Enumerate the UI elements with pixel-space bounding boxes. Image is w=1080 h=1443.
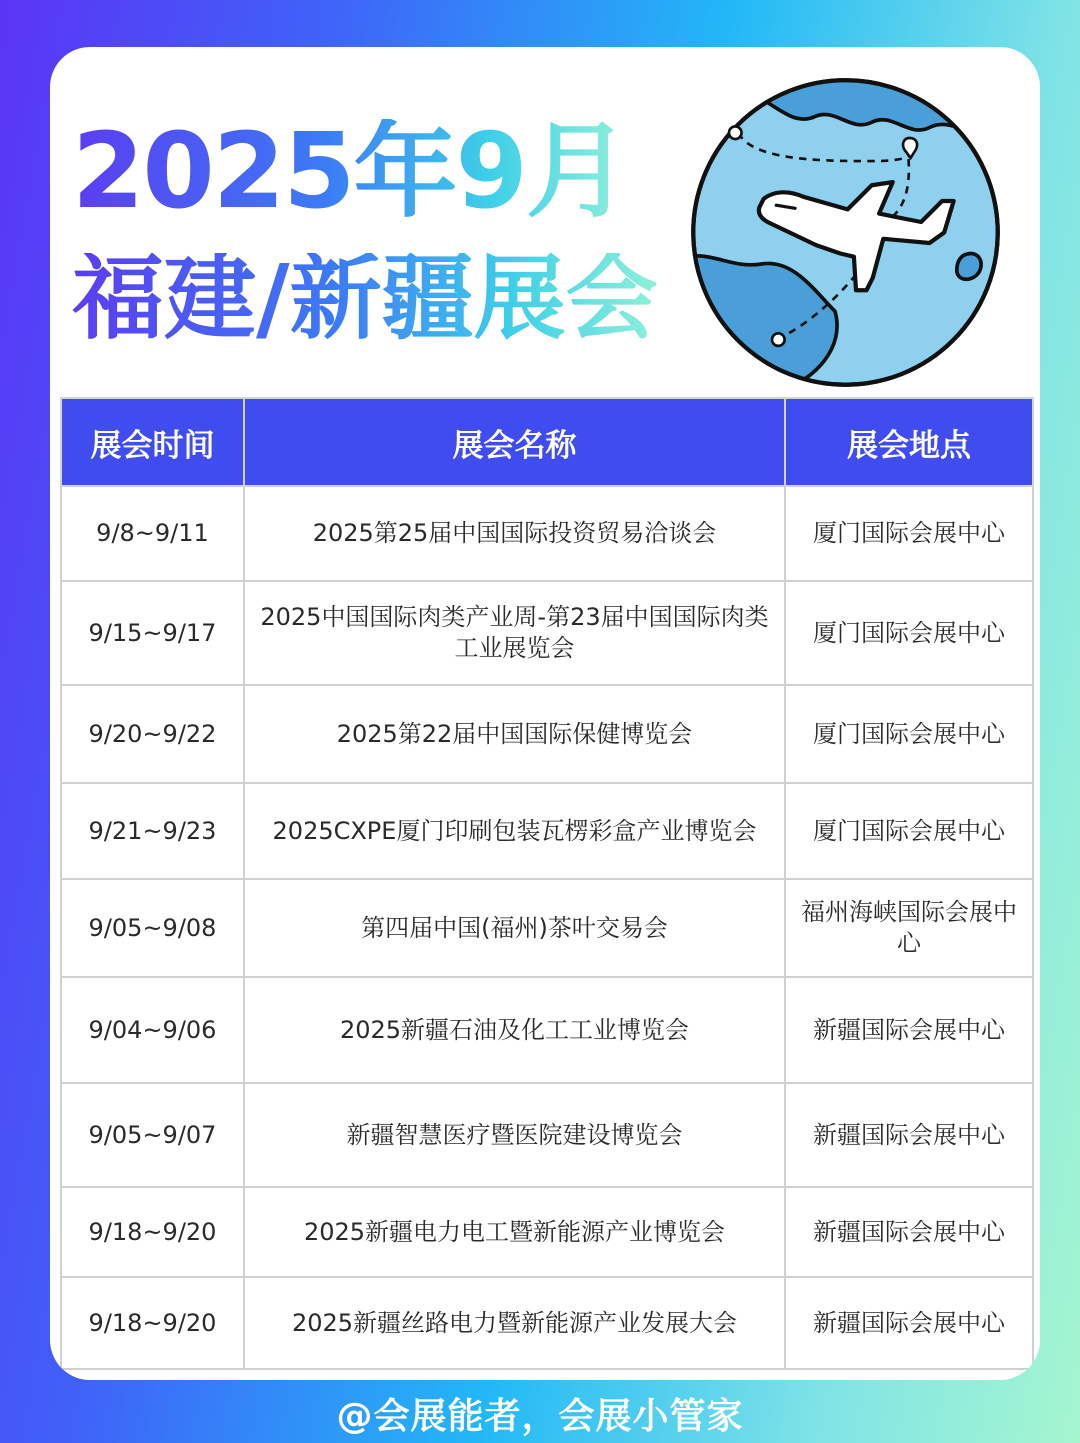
table-row — [61, 1277, 1033, 1369]
table-row — [61, 1187, 1033, 1277]
row-venue: 厦门国际会展中心 — [785, 783, 1033, 879]
table-row — [61, 1083, 1033, 1187]
row-date: 9/20~9/22 — [61, 685, 244, 783]
row-name: 2025新疆电力电工暨新能源产业博览会 — [244, 1187, 785, 1277]
row-venue: 新疆国际会展中心 — [785, 1277, 1033, 1369]
row-name: 新疆智慧医疗暨医院建设博览会 — [244, 1083, 785, 1187]
row-name: 2025新疆丝路电力暨新能源产业发展大会 — [244, 1277, 785, 1369]
globe-with-airplane-icon — [688, 75, 1003, 390]
header-date: 展会时间 — [61, 398, 244, 486]
row-venue: 新疆国际会展中心 — [785, 1083, 1033, 1187]
row-name: 2025新疆石油及化工工业博览会 — [244, 977, 785, 1083]
table-row — [61, 783, 1033, 879]
header-venue: 展会地点 — [785, 398, 1033, 486]
row-venue: 新疆国际会展中心 — [785, 1187, 1033, 1277]
table-header-row — [61, 398, 1033, 486]
row-name: 第四届中国(福州)茶叶交易会 — [244, 879, 785, 977]
table-row — [61, 977, 1033, 1083]
table-row — [61, 685, 1033, 783]
row-venue: 新疆国际会展中心 — [785, 977, 1033, 1083]
row-date: 9/04~9/06 — [61, 977, 244, 1083]
row-name: 2025CXPE厦门印刷包装瓦楞彩盒产业博览会 — [244, 783, 785, 879]
header-name: 展会名称 — [244, 398, 785, 486]
expo-table — [60, 397, 1034, 1370]
page-title-line2: 福建/新疆展会 — [72, 245, 658, 352]
row-venue: 厦门国际会展中心 — [785, 685, 1033, 783]
content-card — [50, 47, 1040, 1380]
row-name: 2025第22届中国国际保健博览会 — [244, 685, 785, 783]
row-date: 9/18~9/20 — [61, 1277, 244, 1369]
row-venue: 厦门国际会展中心 — [785, 581, 1033, 685]
row-date: 9/05~9/07 — [61, 1083, 244, 1187]
row-date: 9/05~9/08 — [61, 879, 244, 977]
row-date: 9/18~9/20 — [61, 1187, 244, 1277]
row-name: 2025第25届中国国际投资贸易洽谈会 — [244, 486, 785, 581]
table-row — [61, 879, 1033, 977]
footer-credit: @会展能者，会展小管家 — [336, 1396, 744, 1437]
row-date: 9/15~9/17 — [61, 581, 244, 685]
row-venue: 福州海峡国际会展中心 — [785, 879, 1033, 977]
table-row — [61, 486, 1033, 581]
row-name: 2025中国国际肉类产业周-第23届中国国际肉类工业展览会 — [244, 581, 785, 685]
row-date: 9/21~9/23 — [61, 783, 244, 879]
row-venue: 厦门国际会展中心 — [785, 486, 1033, 581]
page-title-line1: 2025年9月 — [72, 110, 628, 232]
table-row — [61, 581, 1033, 685]
row-date: 9/8~9/11 — [61, 486, 244, 581]
